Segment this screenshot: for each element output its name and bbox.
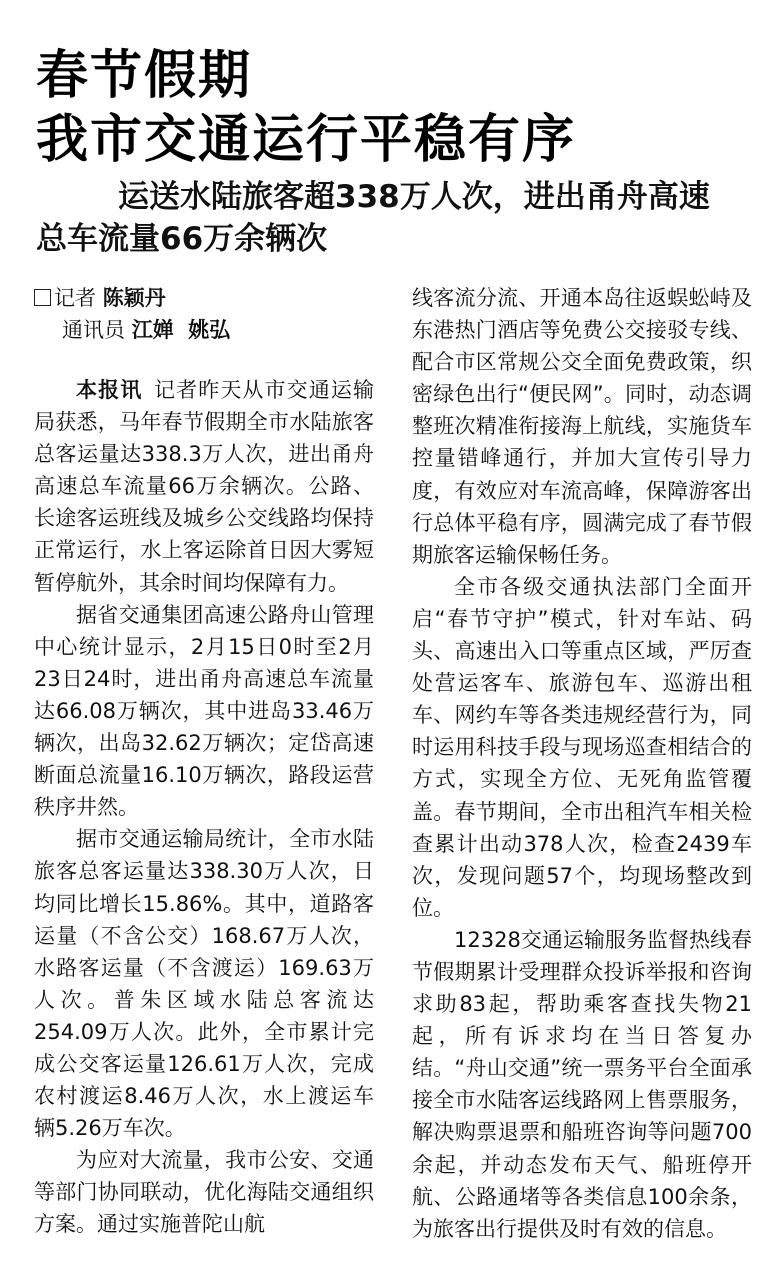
square-marker-icon: [34, 289, 51, 306]
paragraph-1: [34, 374, 374, 599]
paragraph-4-continued: 线客流分流、开通本岛往返蜈蚣峙及东港热门酒店等免费公交接驳专线、配合市区常规公交全面免费政策，织密绿色出行“便民网”。同时，动态调整班次精准衔接海上航线，实施货车控量错峰通行，并加大宣传引导力度，有效应对车流高峰，保障游客出行总体平稳有序，圆满完成了春节假期旅客运输保畅任务。: [412, 286, 752, 567]
article-column-right: [412, 282, 752, 1245]
article-column-left: [34, 282, 374, 1241]
byline-correspondent: [34, 314, 374, 346]
reporter-label: 记者: [54, 286, 96, 310]
headline: [36, 44, 576, 172]
byline: [34, 282, 374, 346]
headline-line-1: 春节假期: [36, 46, 253, 106]
paragraph-1-text: 记者昨天从市交通运输局获悉，马年春节假期全市水陆旅客总客运量达338.3万人次，进出甬舟高速总车流量66万余辆次。公路、长途客运班线及城乡公交线路均保持正常运行，水上客运除首日因大雾短暂停航外，其余时间均保障有力。: [34, 378, 375, 595]
headline-line-2: 我市交通运行平稳有序: [36, 110, 577, 170]
paragraph-2: 据省交通集团高速公路舟山管理中心统计显示，2月15日0时至2月23日24时，进出甬舟高速总车流量达66.08万辆次，其中进岛33.46万辆次，出岛32.62万辆次；定岱高速断面总流量16.10万辆次，路段运营秩序井然。: [34, 602, 374, 820]
paragraph-4-start: 为应对大流量，我市公安、交通等部门协同联动，优化海陆交通组织方案。通过实施普陀山航: [34, 1148, 374, 1237]
subheadline: [36, 176, 752, 260]
correspondent-label: 通讯员: [62, 318, 125, 342]
subheadline-line-2: 总车流量66万余辆次: [36, 221, 328, 257]
reporter-name: 陈颖丹: [102, 286, 166, 310]
paragraph-6: 12328交通运输服务监督热线春节假期累计受理群众投诉举报和咨询求助83起，帮助乘客查找失物21起，所有诉求均在当日答复办结。“舟山交通”统一票务平台全面承接全市水陆客运线路网上售票服务，解决购票退票和船班咨询等问题700余起，并动态发布天气、船班停开航、公路通堵等各类信息100余条，为旅客出行提供及时有效的信息。: [412, 927, 752, 1241]
lead-tag: 本报讯: [76, 378, 143, 402]
subheadline-line-1: 运送水陆旅客超338万人次，进出甬舟高速: [118, 179, 710, 215]
paragraph-5: 全市各级交通执法部门全面开启“春节守护”模式，针对车站、码头、高速出入口等重点区域，严厉查处营运客车、旅游包车、巡游出租车、网约车等各类违规经营行为，同时运用科技手段与现场巡查相结合的方式，实现全方位、无死角监管覆盖。春节期间，全市出租汽车相关检查累计出动378人次，检查2439车次，发现问题57个，均现场整改到位。: [412, 574, 752, 920]
paragraph-3: 据市交通运输局统计，全市水陆旅客总客运量达338.30万人次，日均同比增长15.86%。其中，道路客运量（不含公交）168.67万人次，水路客运量（不含渡运）169.63万人次。普朱区域水陆总客流达254.09万人次。此外，全市累计完成公交客运量126.61万人次，完成农村渡运8.46万人次，水上渡运车辆5.26万车次。: [34, 827, 374, 1141]
correspondent-names: 江婵 姚弘: [131, 318, 231, 342]
byline-reporter: [34, 282, 374, 314]
